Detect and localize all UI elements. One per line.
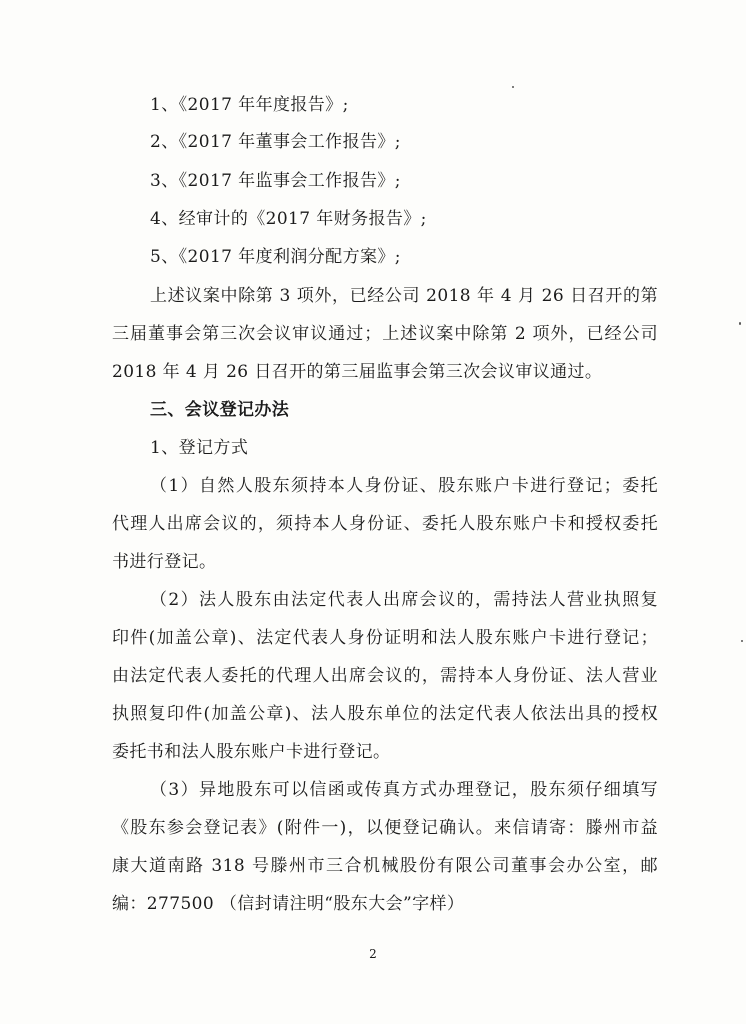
agenda-item-5: 5、《2017 年度利润分配方案》; — [150, 247, 401, 267]
scan-speck — [741, 640, 743, 642]
item-1-line-2: 代理人出席会议的，须持本人身份证、委托人股东账户卡和授权委托 — [112, 514, 658, 534]
agenda-item-2: 2、《2017 年董事会工作报告》; — [150, 132, 401, 152]
item-3-line-4: 编：277500 （信封请注明“股东大会”字样） — [112, 894, 465, 914]
approval-line-3: 2018 年 4 月 26 日召开的第三届监事会第三次会议审议通过。 — [112, 362, 603, 382]
item-2-line-1: （2）法人股东由法定代表人出席会议的，需持法人营业执照复 — [150, 590, 658, 610]
item-3-line-2: 《股东参会登记表》(附件一)，以便登记确认。来信请寄：滕州市益 — [112, 818, 658, 838]
item-2-line-5: 委托书和法人股东账户卡进行登记。 — [112, 742, 391, 762]
scan-speck — [512, 86, 514, 88]
item-2-line-4: 执照复印件(加盖公章)、法人股东单位的法定代表人依法出具的授权 — [112, 704, 658, 724]
item-3-line-3: 康大道南路 318 号滕州市三合机械股份有限公司董事会办公室，邮 — [112, 856, 658, 876]
scan-speck — [739, 322, 741, 325]
approval-line-2: 三届董事会第三次会议审议通过；上述议案中除第 2 项外，已经公司 — [112, 324, 658, 344]
agenda-item-3: 3、《2017 年监事会工作报告》; — [150, 171, 401, 191]
item-2-line-3: 由法定代表人委托的代理人出席会议的，需持本人身份证、法人营业 — [112, 666, 658, 686]
item-1-line-1: （1）自然人股东须持本人身份证、股东账户卡进行登记；委托 — [150, 476, 658, 496]
item-3-line-1: （3）异地股东可以信函或传真方式办理登记，股东须仔细填写 — [150, 780, 658, 800]
agenda-item-1: 1、《2017 年年度报告》; — [150, 95, 349, 115]
item-2-line-2: 印件(加盖公章)、法定代表人身份证明和法人股东账户卡进行登记； — [112, 628, 658, 648]
approval-line-1: 上述议案中除第 3 项外，已经公司 2018 年 4 月 26 日召开的第 — [150, 286, 658, 306]
subsection-heading: 1、登记方式 — [150, 438, 249, 458]
section-heading: 三、会议登记办法 — [150, 400, 290, 420]
item-1-line-3: 书进行登记。 — [112, 552, 217, 572]
agenda-item-4: 4、经审计的《2017 年财务报告》; — [150, 209, 427, 229]
page-number: 2 — [369, 947, 377, 961]
